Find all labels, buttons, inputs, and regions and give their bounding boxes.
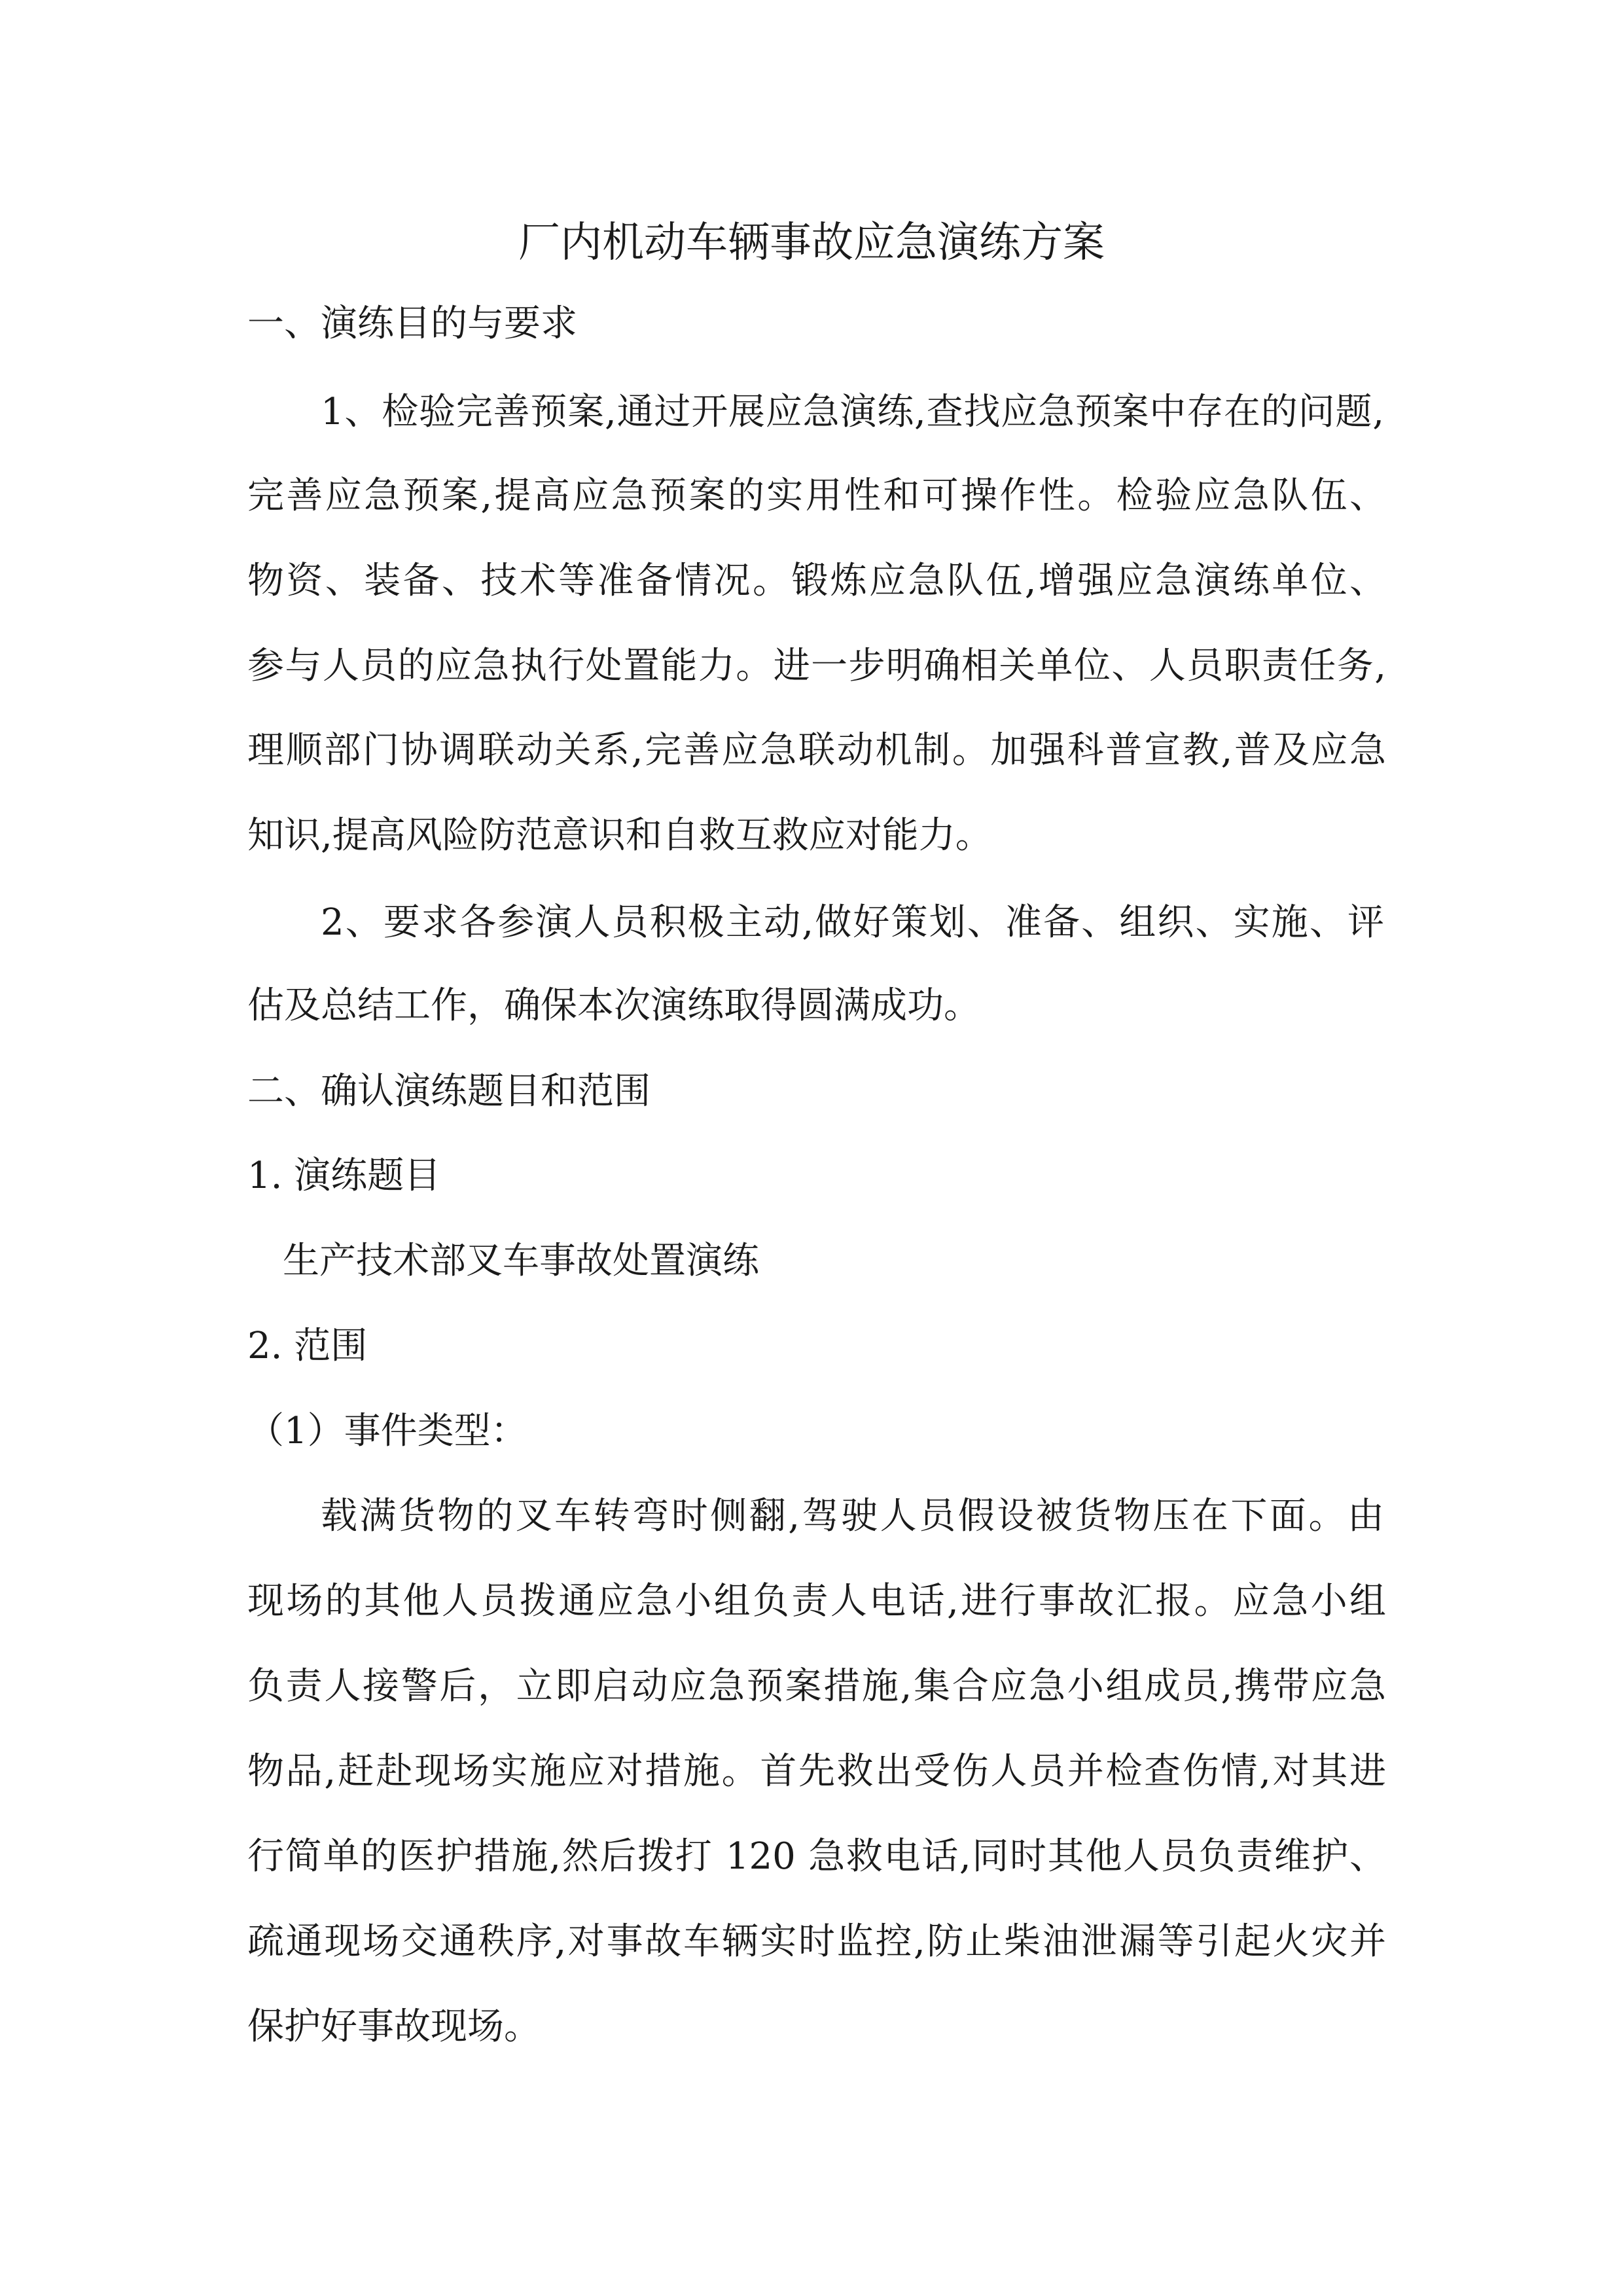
paragraph-line: 参与人员的应急执行处置能力。进一步明确相关单位、人员职责任务, [247, 645, 1386, 687]
paragraph-line: 完善应急预案,提高应急预案的实用性和可操作性。检验应急队伍、 [247, 475, 1386, 517]
subheading: （1）事件类型： [247, 1410, 527, 1452]
paragraph-line: 生产技术部叉车事故处置演练 [283, 1240, 759, 1282]
section-heading-1: 一、演练目的与要求 [247, 302, 577, 345]
paragraph-line: 估及总结工作，确保本次演练取得圆满成功。 [247, 984, 980, 1027]
paragraph-line: 行简单的医护措施,然后拨打 120 急救电话,同时其他人员负责维护、 [247, 1835, 1386, 1878]
paragraph-line: 负责人接警后，立即启动应急预案措施,集合应急小组成员,携带应急 [247, 1665, 1386, 1708]
paragraph-line: 1、检验完善预案,通过开展应急演练,查找应急预案中存在的问题, [321, 391, 1384, 433]
subheading: 1. 演练题目 [247, 1155, 441, 1197]
document-title: 厂内机动车辆事故应急演练方案 [518, 219, 1105, 267]
subheading: 2. 范围 [247, 1325, 368, 1367]
paragraph-line: 现场的其他人员拨通应急小组负责人电话,进行事故汇报。应急小组 [247, 1580, 1386, 1623]
paragraph-line: 疏通现场交通秩序,对事故车辆实时监控,防止柴油泄漏等引起火灾并 [247, 1920, 1386, 1963]
paragraph-line: 载满货物的叉车转弯时侧翻,驾驶人员假设被货物压在下面。由 [321, 1495, 1384, 1537]
paragraph-line: 理顺部门协调联动关系,完善应急联动机制。加强科普宣教,普及应急 [247, 729, 1386, 772]
paragraph-line: 知识,提高风险防范意识和自救互救应对能力。 [247, 814, 992, 857]
paragraph-line: 保护好事故现场。 [247, 2005, 541, 2048]
paragraph-line: 物品,赶赴现场实施应对措施。首先救出受伤人员并检查伤情,对其进 [247, 1750, 1386, 1793]
paragraph-line: 2、要求各参演人员积极主动,做好策划、准备、组织、实施、评 [321, 901, 1384, 944]
paragraph-line: 物资、装备、技术等准备情况。锻炼应急队伍,增强应急演练单位、 [247, 560, 1386, 602]
section-heading-2: 二、确认演练题目和范围 [247, 1070, 651, 1113]
